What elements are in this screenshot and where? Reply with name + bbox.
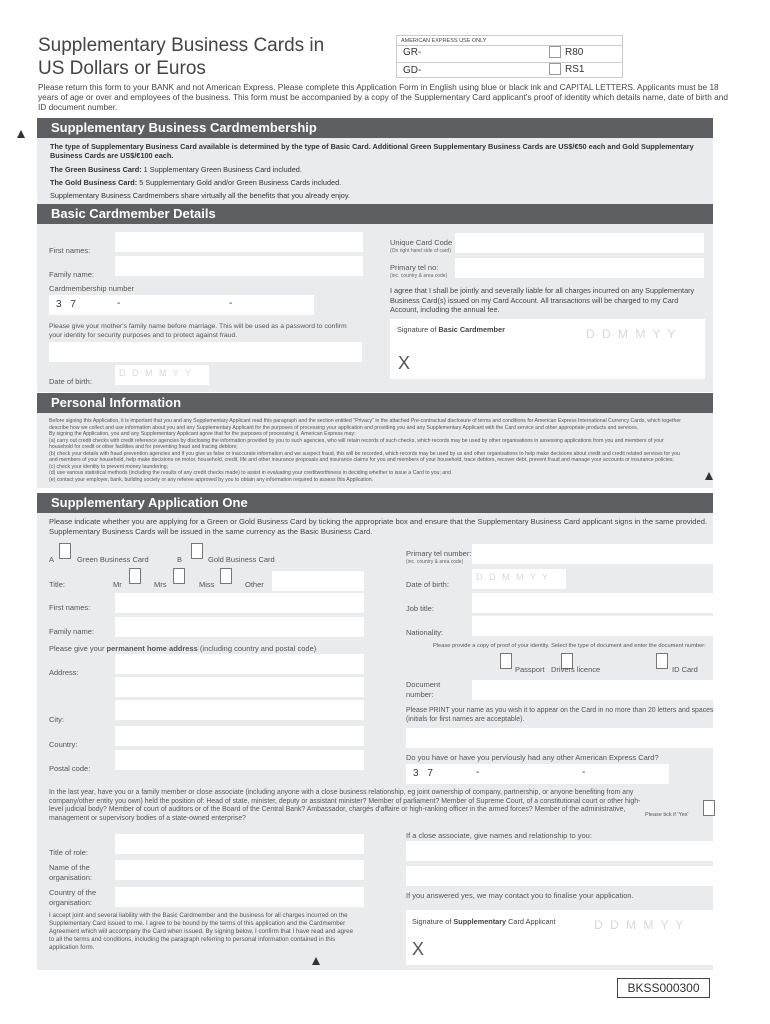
supp-signature-box[interactable] [406,910,713,965]
supp-signature-label: Signature of Supplementary Card Applicant [412,917,556,926]
role-input-top[interactable] [115,834,364,854]
job-title-input[interactable] [472,593,713,613]
org-country-label: Country of the organisation: [49,888,97,907]
dash-2: - [229,298,233,309]
triangle-marker-icon [17,130,25,138]
title-mrs-label: Mrs [154,580,167,589]
supp-primary-tel-label: Primary tel number: [406,549,472,558]
supp-signature-date-ghost: D D M M Y Y [594,918,686,932]
close-associate-label: If a close associate, give names and relationship to you: [406,831,592,840]
membership-benefits: Supplementary Business Cardmembers share virtually all the benefits that you already enjoy. [50,191,350,200]
green-card-label: Green Business Card [77,555,149,564]
org-name-input[interactable] [115,860,364,880]
supp-primary-tel-note: (inc. country & area code) [406,559,464,565]
supp-family-name-label: Family name: [49,627,95,636]
amex-use-box [396,35,623,78]
membership-section-header [37,118,713,138]
title-miss-label: Miss [199,580,215,589]
rs1-checkbox[interactable] [549,63,561,75]
form-reference: BKSS000300 [617,978,710,998]
first-names-label: First names: [49,246,91,255]
unique-code-note: (On right hand side of card) [390,248,451,254]
unique-card-code-input[interactable] [455,233,704,253]
number-prefix: 3 7 [56,299,79,310]
org-country-input[interactable] [115,887,364,907]
supp-section-header [37,493,713,513]
address-line3-input[interactable] [115,700,364,720]
r80-label: R80 [565,47,584,58]
basic-family-name-input[interactable] [115,256,363,276]
basic-signature-label: Signature of Basic Cardmember [397,325,505,334]
supp-number-prefix: 3 7 [413,768,436,779]
dash-1: - [117,298,121,309]
title-other-input[interactable] [272,571,364,591]
nationality-label: Nationality: [406,628,444,637]
close-associate-input-1[interactable] [406,841,713,861]
drivers-licence-label: Drivers licence [551,665,601,674]
unique-code-label: Unique Card Code [390,238,453,247]
country-label: Country: [49,740,78,749]
org-name-label: Name of the organisation: [49,863,92,882]
r80-checkbox[interactable] [549,46,561,58]
primary-tel-label: Primary tel no: [390,263,439,272]
basic-signature-box[interactable] [390,319,705,379]
other-amex-question: Do you have or have you pervíously had any other American Express Card? [406,753,659,762]
address-line2-input[interactable] [115,677,364,697]
address-line1-input[interactable] [115,654,364,674]
nationality-input[interactable] [472,616,713,636]
basic-primary-tel-input[interactable] [455,258,704,278]
passport-label: Passport [515,665,545,674]
supp-first-names-input[interactable] [115,593,364,613]
title-mr-label: Mr [113,580,122,589]
id-card-label: ID Card [672,665,698,674]
id-card-checkbox[interactable] [656,653,668,669]
postal-label: Postal code: [49,764,91,773]
basic-section-header [37,204,713,224]
basic-dob-input[interactable]: D D M M Y Y [115,365,209,385]
close-associate-input-2[interactable] [406,866,713,886]
personal-section-header [37,393,713,413]
supp-first-names-label: First names: [49,603,91,612]
membership-panel [37,138,713,204]
form-title-line2: US Dollars or Euros [38,58,206,79]
option-a-label: A [49,555,55,564]
basic-signature-x: X [398,353,411,373]
city-label: City: [49,715,64,724]
basic-signature-date-ghost: D D M M Y Y [586,327,678,341]
title-other-label: Other [245,580,264,589]
job-title-label: Job title: [406,604,434,613]
basic-first-names-input[interactable] [115,232,363,252]
rs1-label: RS1 [565,64,585,75]
liability-statement: I agree that I shall be jointly and severally liable for all charges incurred on any Supplementary Business Card(s) issued on my Card Account. All transactions will be charged to my Card Account, including the annual fee. [390,286,695,314]
tick-yes-label: Please tick if 'Yes' [645,812,689,818]
triangle-marker-icon [705,472,713,480]
gold-card-checkbox[interactable] [191,543,203,559]
postal-code-input[interactable] [115,750,364,770]
passport-checkbox[interactable] [500,653,512,669]
primary-tel-note: (inc. country & area code) [390,273,448,279]
gold-card-label: Gold Business Card [208,555,275,564]
personal-heading: Personal Information [51,395,182,410]
agreement-text: I accept joint and several liability with the Basic Cardmember and the business for all charges incurred on the Supplementary Card issued to me. I agree to be bound by the terms of this application and the Cardmember Agreement which will accompany the Card when issued. By signing below, I confirm that I have read and agree to all the terms and conditions, including the paragraph referring to personal information contained in this application form. [49,912,354,951]
membership-gold: The Gold Business Card: 5 Supplementary Gold and/or Green Business Cards included. [50,178,342,187]
address-instruction: Please give your permanent home address (including country and postal code) [49,644,317,653]
supp-intro: Please indicate whether you are applying for a Green or Gold Business Card by ticking the appropriate box and ensure that the Supplementary Business Card applicant signs in the same provided. Supplementary Business Cards will be issued in the same currency as the Basic Business Card. [49,517,708,536]
supp-dob-label: Date of birth: [406,580,449,589]
contact-note: If you answered yes, we may contact you to finalise your application. [406,891,634,900]
title-label: Title: [49,580,65,589]
pep-yes-checkbox[interactable] [703,800,715,816]
triangle-marker-icon [312,957,320,965]
other-amex-number-input[interactable]: 3 7 - - [406,764,669,784]
title-miss-checkbox[interactable] [220,568,232,584]
address-label: Address: [49,668,79,677]
country-input[interactable] [115,726,364,746]
supp-family-name-input[interactable] [115,617,364,637]
personal-panel [37,413,713,488]
document-number-input[interactable] [472,680,713,700]
password-note: Please give your mother's family name before marriage. This will be used as a password to confirm your identity for security purposes and to protect against fraud. [49,323,347,339]
print-name-instruction: Please PRINT your name as you wish it to appear on the Card in no more than 20 letters and spaces (initials for first names are acceptable). [406,707,714,723]
pep-question: In the last year, have you or a family member or close associate (including anyone with a close business relationship, eg joint ownership of company, partnership, or anyone benefiting from any company/other entity you own) held the position of: Head of state, minister, deputy or assistant minister? Member of parliament? Member of Supreme Court, of a constitutional court or other high-level judicial body? Member of court of auditors or of the Board of the Central Bank? Ambassador, chargés d'affaire or high-ranking officer in the armed forces? Member of the administrative, management or supervisory bodies of a state-owned enterprise? [49,789,641,823]
green-card-checkbox[interactable] [59,543,71,559]
dob-label: Date of birth: [49,377,92,386]
role-label: Title of role: [49,848,88,857]
basic-heading: Basic Cardmember Details [51,206,216,221]
title-mr-checkbox[interactable] [129,568,141,584]
supp-signature-x: X [412,939,425,959]
gr-label: GR- [403,47,422,58]
supp-heading: Supplementary Application One [51,495,248,510]
mother-maiden-name-input[interactable] [49,342,362,362]
supp-dob-input[interactable]: D D M M Y Y [472,569,566,589]
basic-panel [37,224,713,392]
basic-membership-number-input[interactable] [49,295,314,315]
card-name-input[interactable] [406,728,713,748]
option-b-label: B [177,555,183,564]
title-mrs-checkbox[interactable] [173,568,185,584]
document-number-label: Document number: [406,680,441,699]
gd-label: GD- [403,65,422,76]
membership-number-label: Cardmembership number [49,284,135,293]
personal-info-text: Before signing this Application, it is important that you and any Supplementary Applicant read this paragraph and the section entitled "Privacy" in the attached Pre-contractual disclosure of terms and conditions for American Express International Currency Cards, which together describe how we collect and use information about you and any Supplementary Applicant for the purposes of processing your application and providing you and any Supplementary Applicant with the Card service and other appropriate products and services. By signing the Application, you and any Supplementary Applicant agree that for the purposes of processing it, American Express may: (a) carry out credit checks with credit reference agencies by disclosing the information provided by you to such agencies, who will retain records of such checks, which records may be used by other organisations in assessing applications from you and members of your household for credit or other facilities and for preventing fraud and tracing debtors; (b) check your details with fraud prevention agencies and if you give us false or inaccurate information and we suspect fraud, this will be recorded, which records may be used by us and other organisations to help make decisions about credit and credit related services for you and members of your household, help make decisions on motor, household, credit, life and other insurance proposals and insurance claims for you and members of your household, trace debtors, recover debt, prevent fraud and manage your accounts or insurance policies; (c) check your identity to prevent money laundering; (d) use various statistical methods (including the results of any credit checks made) to assist in evaluating your creditworthiness in deciding whether to issue a Card to you; and (e) contact your employer, bank, building society or any referee approved by you to obtain any information required to assess this Application. [49,418,681,483]
amex-use-heading: AMERICAN EXPRESS USE ONLY [401,38,487,44]
membership-pricing: The type of Supplementary Business Card available is determined by the type of Basic Card. Additional Green Supplementary Business Cards are US$/€50 each and Gold Supplementary Business Cards are US$/€100 each. [50,142,694,160]
proof-note: Please provide a copy of proof of your identity. Select the type of document and enter the document number: [433,643,706,649]
form-title-line1: Supplementary Business Cards in [38,35,325,56]
family-name-label: Family name: [49,270,95,279]
intro-text: Please return this form to your BANK and not American Express. Please complete this Application Form in English using blue or black ink and CAPITAL LETTERS. Applicants must be 18 years of age or over and employees of the business. This form must be accompanied by a copy of the Supplementary Card applicant's proof of identity which details name, date of birth and ID document number. [38,82,728,112]
membership-green: The Green Business Card: 1 Supplementary Green Business Card included. [50,165,302,174]
membership-heading: Supplementary Business Cardmembership [51,120,317,135]
supp-primary-tel-input[interactable] [472,544,713,564]
supp-panel [37,513,713,970]
